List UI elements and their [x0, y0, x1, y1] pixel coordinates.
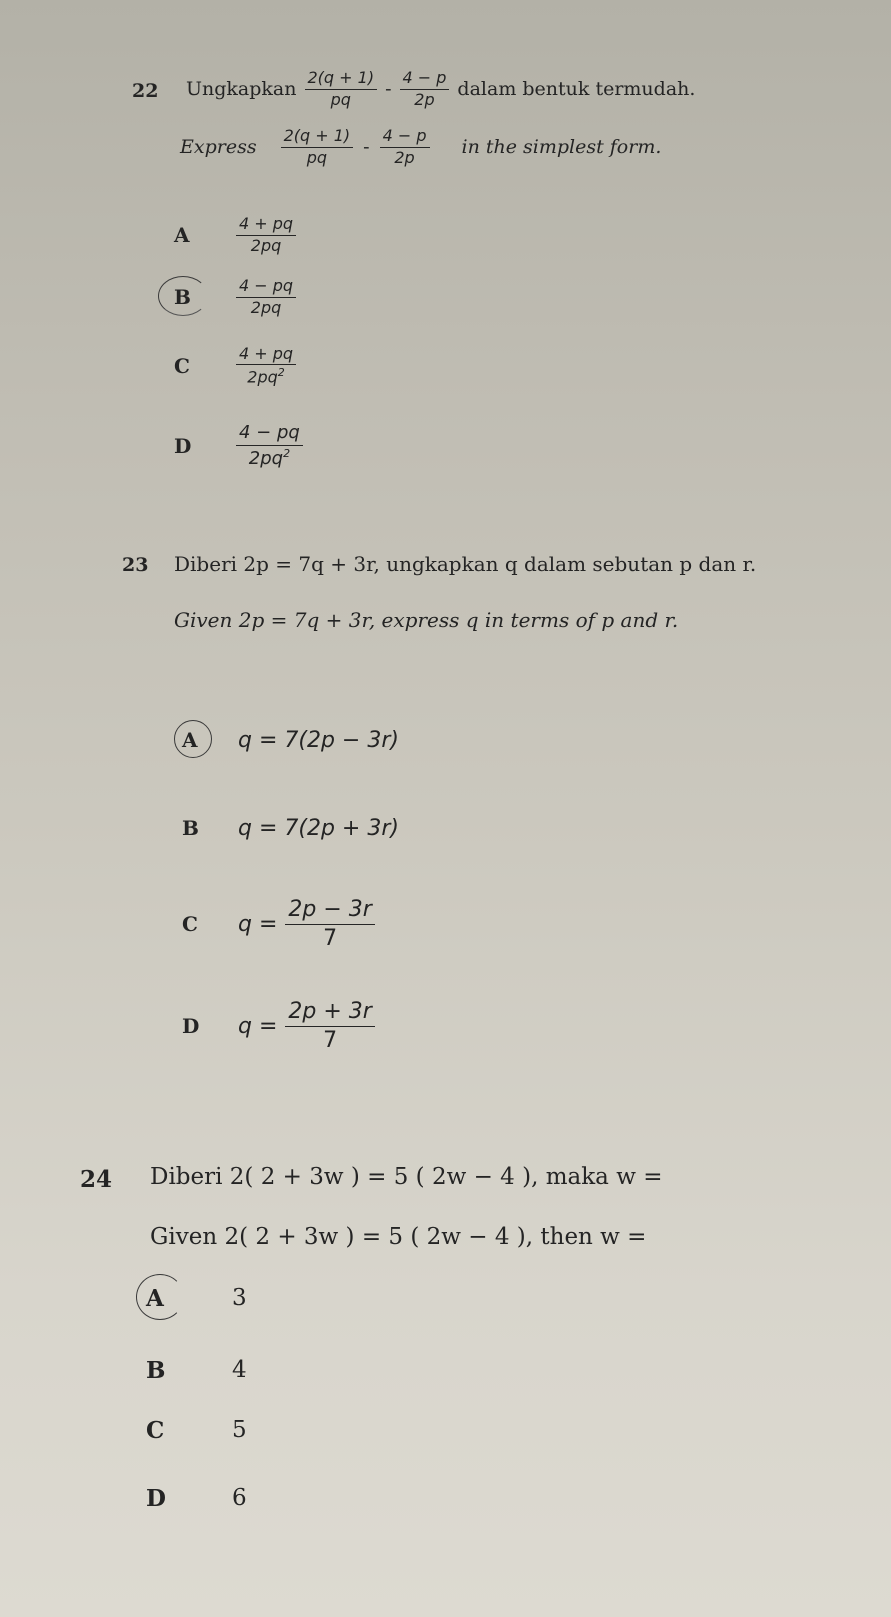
fraction-numerator: 2(q + 1) [281, 128, 354, 148]
fraction-denominator: 2pq [250, 297, 282, 317]
option-expression: q = 7(2p − 3r) [238, 727, 399, 753]
q23-option-c[interactable] [182, 886, 602, 962]
denominator-base: 2pq [247, 367, 278, 387]
option-label: D [182, 1014, 200, 1038]
question-24-number: 24 [80, 1166, 113, 1193]
option-label: C [146, 1416, 165, 1444]
option-label: D [174, 434, 192, 458]
minus-sign: - [363, 136, 370, 158]
q24-option-b[interactable] [146, 1352, 346, 1388]
q24-option-d[interactable] [146, 1480, 346, 1516]
question-22-malay-prefix: Ungkapkan [186, 78, 297, 100]
q22-option-a[interactable] [174, 210, 474, 260]
option-label: B [182, 816, 199, 840]
question-22-english-line [180, 122, 661, 172]
fraction-numerator: 4 − p [400, 70, 450, 90]
option-expression: q = 7(2p + 3r) [238, 815, 399, 841]
fraction-numerator: 2p + 3r [285, 1000, 374, 1026]
option-fraction [236, 343, 296, 387]
option-label: A [174, 223, 190, 247]
fraction-denominator [246, 446, 293, 469]
option-label: C [174, 354, 190, 378]
question-23-number: 23 [122, 554, 149, 576]
option-label: A [146, 1284, 164, 1312]
option-value: 5 [232, 1417, 247, 1443]
option-label: C [182, 912, 198, 936]
question-23-english-text: Given 2p = 7q + 3r, express q in terms of p and r. [174, 608, 679, 632]
exponent: 2 [283, 446, 291, 460]
question-24-english-text: Given 2( 2 + 3w ) = 5 ( 2w − 4 ), then w = [150, 1224, 647, 1250]
option-value: 4 [232, 1357, 247, 1383]
option-label: B [146, 1356, 166, 1384]
fraction-denominator: 2p [394, 147, 415, 167]
option-value: 3 [232, 1285, 247, 1311]
question-23-malay-text: Diberi 2p = 7q + 3r, ungkapkan q dalam sebutan p dan r. [174, 552, 757, 576]
fraction-denominator: pq [330, 89, 351, 109]
option-label: D [146, 1484, 166, 1512]
fraction-denominator: 7 [323, 1027, 338, 1053]
fraction-denominator: pq [306, 147, 328, 167]
q24-option-a[interactable] [146, 1280, 346, 1316]
fraction-numerator: 4 − pq [236, 424, 303, 446]
option-fraction [236, 213, 296, 255]
fraction-numerator: 4 − p [380, 128, 430, 148]
fraction-denominator: 2pq [250, 235, 282, 255]
question-22-english-prefix: Express [180, 136, 257, 158]
option-fraction [285, 898, 374, 949]
fraction-denominator: 2p [414, 89, 435, 109]
option-value: 6 [232, 1485, 247, 1511]
question-24-malay-text: Diberi 2( 2 + 3w ) = 5 ( 2w − 4 ), maka w = [150, 1164, 663, 1190]
q23-option-d[interactable] [182, 988, 602, 1064]
question-22-fraction-1-en [281, 125, 354, 167]
option-label: A [182, 728, 198, 752]
q22-option-d[interactable] [174, 418, 474, 474]
question-22-number: 22 [132, 80, 159, 102]
fraction-denominator [244, 365, 288, 386]
fraction-numerator: 2p − 3r [285, 898, 374, 924]
fraction-numerator: 4 + pq [236, 216, 296, 236]
option-label: B [174, 285, 191, 309]
option-lhs: q = [238, 1013, 278, 1039]
q22-option-b[interactable] [174, 272, 474, 322]
fraction-numerator: 4 + pq [236, 346, 296, 366]
denominator-base: 2pq [248, 447, 284, 469]
option-lhs: q = [238, 911, 278, 937]
fraction-denominator: 7 [323, 925, 338, 951]
fraction-numerator: 2(q + 1) [305, 70, 378, 90]
option-fraction [236, 275, 296, 317]
question-22-fraction-2 [400, 67, 450, 109]
question-22-fraction-2-en [380, 125, 430, 167]
question-22-malay-suffix: dalam bentuk termudah. [457, 78, 696, 100]
minus-sign: - [385, 78, 392, 100]
q23-option-b[interactable] [182, 808, 602, 848]
q24-option-c[interactable] [146, 1412, 346, 1448]
q23-option-a[interactable] [182, 720, 602, 760]
question-22-english-suffix: in the simplest form. [461, 136, 662, 158]
fraction-numerator: 4 − pq [236, 278, 296, 298]
option-fraction [285, 1000, 374, 1051]
option-fraction [236, 421, 303, 469]
exponent: 2 [277, 366, 285, 380]
question-22-malay-line [186, 64, 695, 114]
q22-option-c[interactable] [174, 340, 474, 392]
question-22-fraction-1 [305, 67, 378, 109]
